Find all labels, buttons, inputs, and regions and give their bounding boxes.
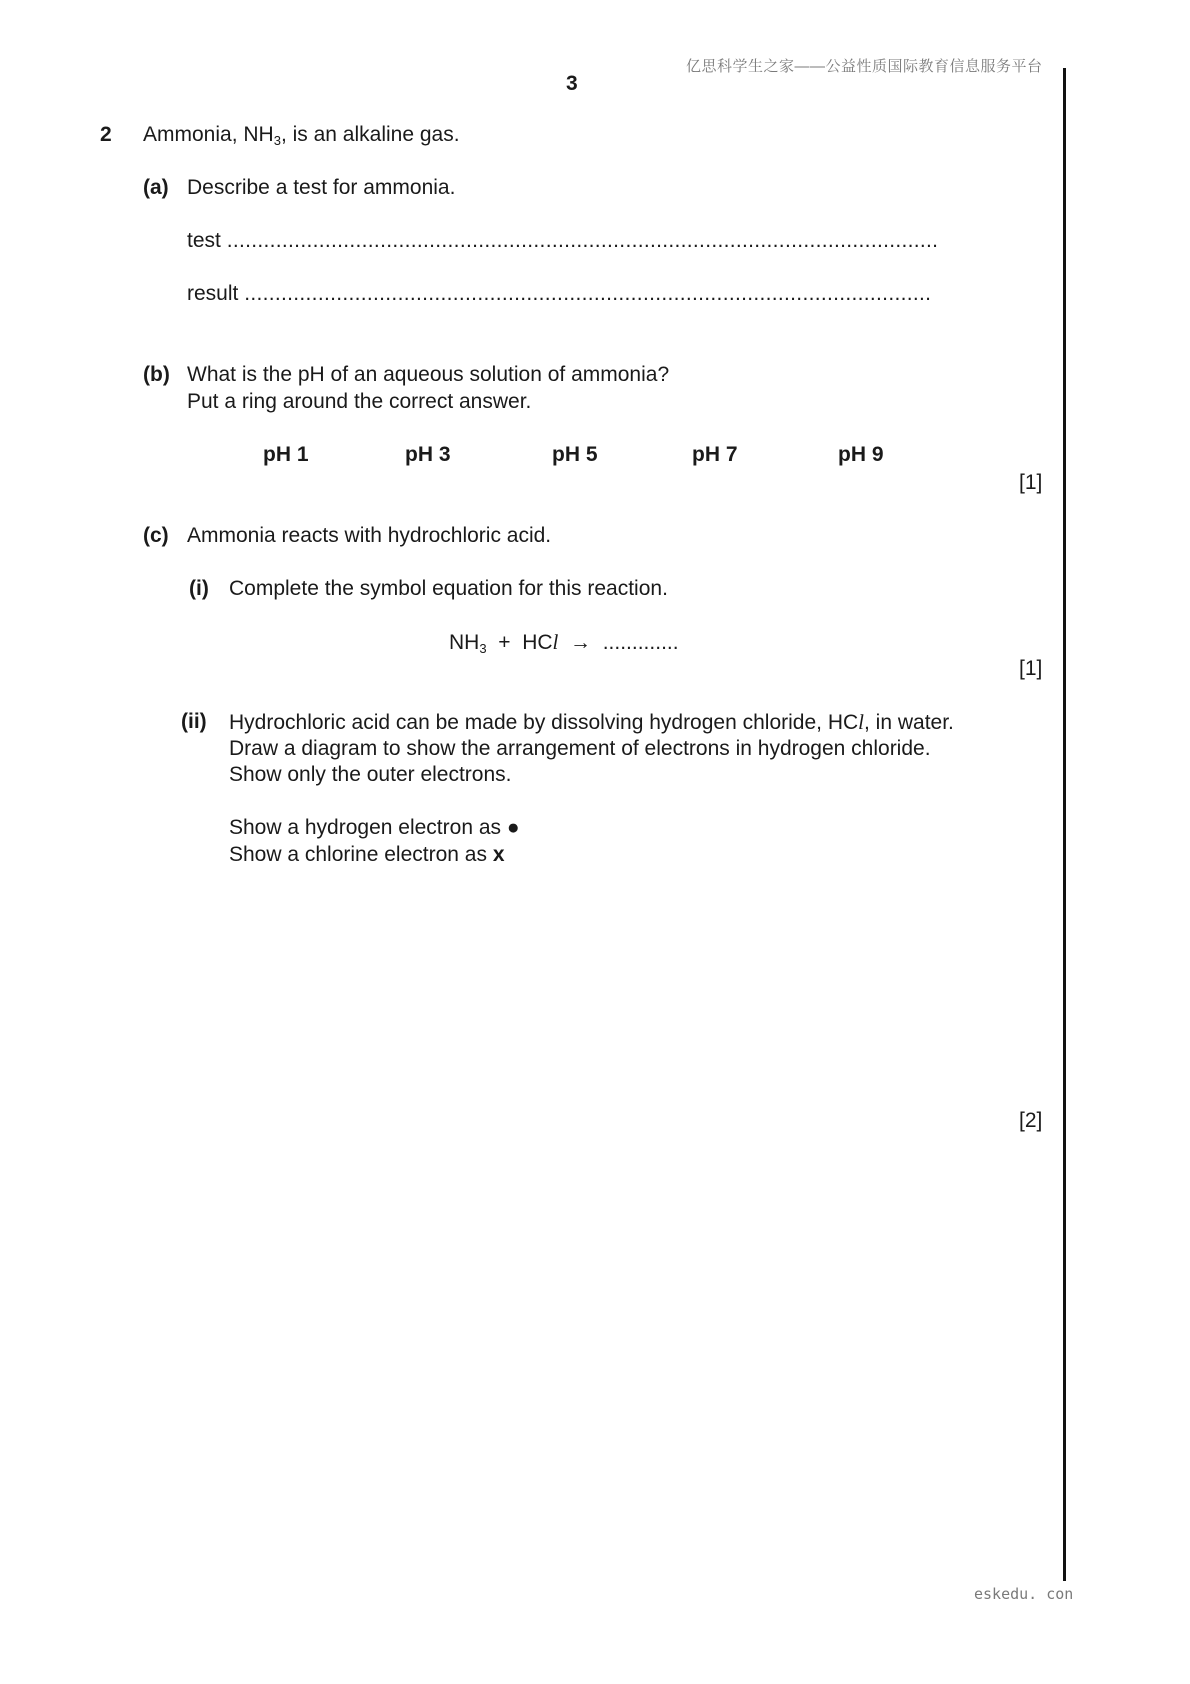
part-a-label: (a) — [143, 176, 169, 199]
eq-l: l — [552, 630, 559, 654]
question-number: 2 — [100, 123, 112, 146]
result-answer-line[interactable] — [187, 282, 931, 306]
part-b-line2: Put a ring around the correct answer. — [187, 390, 532, 413]
sub-ii-label: (ii) — [181, 710, 207, 733]
eq-subscript: 3 — [479, 641, 487, 656]
sub-i-text: Complete the symbol equation for this reaction. — [229, 577, 668, 600]
test-label: test — [187, 229, 221, 252]
test-answer-line[interactable] — [187, 229, 938, 253]
eq-nh: NH — [449, 631, 480, 654]
sub-ii-line1-pre: Hydrochloric acid can be made by dissolving hydrogen chloride, HC — [229, 711, 859, 734]
sub-ii-line1-l: l — [858, 710, 864, 734]
sub-ii-line5-pre: Show a chlorine electron as — [229, 843, 487, 866]
page-number: 3 — [566, 72, 578, 95]
part-c-text: Ammonia reacts with hydrochloric acid. — [187, 524, 552, 547]
sub-ii-line1-post: , in water. — [864, 711, 954, 734]
sub-ii-line2: Draw a diagram to show the arrangement of electrons in hydrogen chloride. — [229, 737, 931, 760]
margin-line — [1063, 68, 1066, 1581]
option-ph1[interactable]: pH 1 — [263, 443, 309, 466]
option-ph3[interactable]: pH 3 — [405, 443, 451, 466]
sub-ii-line4: Show a hydrogen electron as ● — [229, 816, 520, 839]
intro-subscript: 3 — [273, 133, 281, 148]
part-c-label: (c) — [143, 524, 169, 547]
sub-ii-line5 — [229, 843, 505, 867]
result-label: result — [187, 282, 239, 305]
option-ph9[interactable]: pH 9 — [838, 443, 884, 466]
eq-hc: HC — [522, 631, 553, 654]
sub-i-marks: [1] — [1019, 657, 1043, 680]
part-b-label: (b) — [143, 363, 170, 386]
result-dots: ................................................................................................................ — [244, 282, 932, 305]
intro-suffix: , is an alkaline gas. — [280, 123, 460, 146]
part-b-line1: What is the pH of an aqueous solution of ammonia? — [187, 363, 670, 386]
symbol-equation[interactable] — [449, 630, 679, 655]
eq-dots: ............. — [602, 631, 679, 654]
test-dots: .................................................................................................................... — [226, 229, 939, 252]
option-ph7[interactable]: pH 7 — [692, 443, 738, 466]
option-ph5[interactable]: pH 5 — [552, 443, 598, 466]
intro-prefix: Ammonia, NH — [143, 123, 274, 146]
eq-arrow: → — [570, 631, 592, 654]
chlorine-electron-symbol: x — [492, 843, 505, 866]
question-intro — [143, 123, 460, 147]
part-a-text: Describe a test for ammonia. — [187, 176, 456, 199]
diagram-answer-area[interactable] — [229, 880, 1009, 1130]
sub-i-label: (i) — [189, 577, 209, 600]
eq-plus: + — [498, 631, 511, 654]
sub-ii-line1 — [229, 710, 954, 735]
sub-ii-line3: Show only the outer electrons. — [229, 763, 512, 786]
part-b-marks: [1] — [1019, 471, 1043, 494]
footer-text: eskedu. con — [974, 1585, 1074, 1603]
watermark-text: 亿思科学生之家——公益性质国际教育信息服务平台 — [686, 58, 1043, 75]
sub-ii-marks: [2] — [1019, 1109, 1043, 1132]
